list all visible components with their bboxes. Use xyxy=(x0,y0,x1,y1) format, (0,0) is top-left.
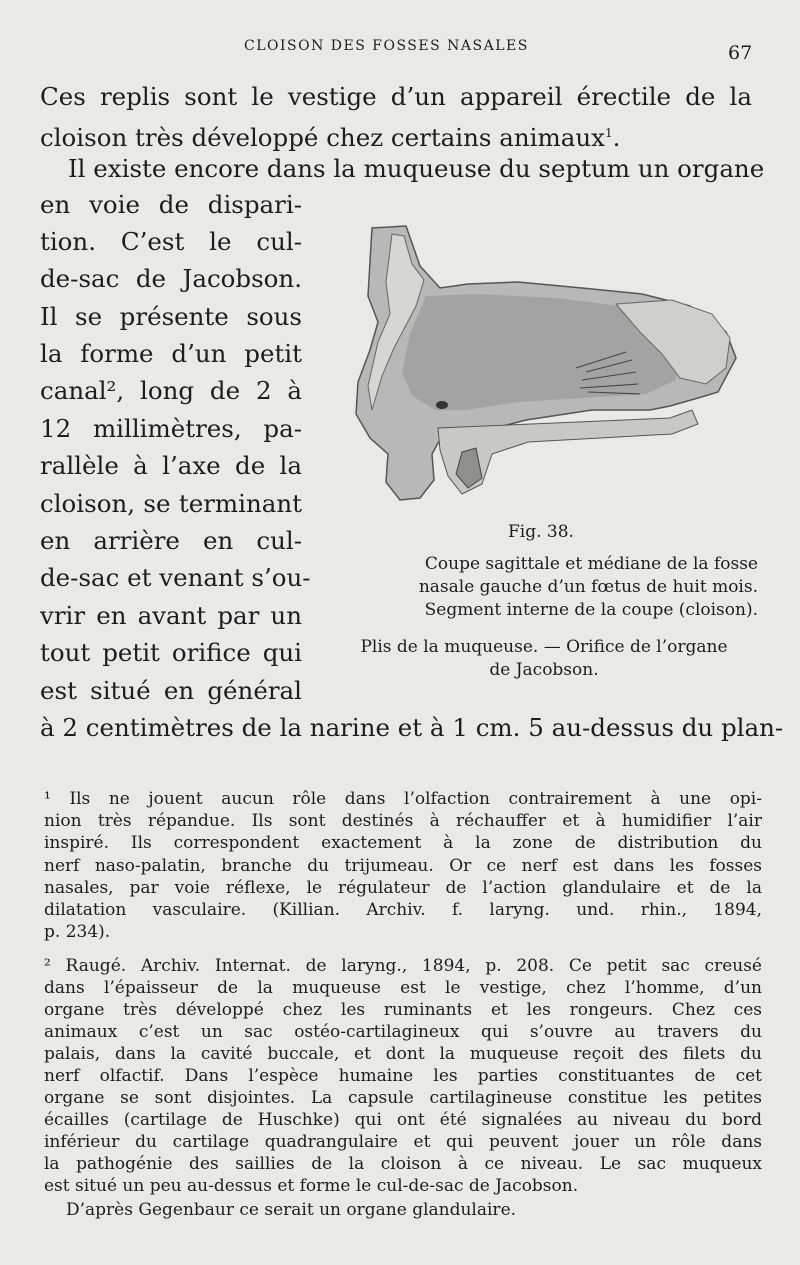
footnote-line: nerf naso-palatin, branche du trijumeau. Or ce nerf est dans les fosses xyxy=(44,856,762,876)
footnote-line: inspiré. Ils correspondent exactement à la zone de distribution du xyxy=(44,833,762,853)
left-column-line: Il se présente sous xyxy=(40,302,302,331)
figure-legend-line: Plis de la muqueuse. — Orifice de l’organe xyxy=(360,637,728,657)
footnote-line: animaux c’est un sac ostéo-cartilagineux qui s’ouvre au travers du xyxy=(44,1022,762,1042)
left-column-line: cloison, se terminant xyxy=(40,489,302,518)
footnote-line: organe se sont disjointes. La capsule cartilagineuse constitue les petites xyxy=(44,1088,762,1108)
body-line-1: Ces replis sont le vestige d’un appareil érectile de la xyxy=(40,82,752,111)
left-column-line: en voie de dispari- xyxy=(40,190,302,219)
left-column-line: 12 millimètres, pa- xyxy=(40,414,302,443)
figure-caption-line: Coupe sagittale et médiane de la fosse xyxy=(424,554,758,574)
left-column-line: rallèle à l’axe de la xyxy=(40,451,302,480)
nasal-septum-figure xyxy=(350,222,742,512)
running-head: CLOISON DES FOSSES NASALES xyxy=(244,38,529,54)
footnote-line: est situé un peu au-dessus et forme le cul-de-sac de Jacobson. xyxy=(44,1176,579,1196)
left-column-line: tout petit orifice qui xyxy=(40,638,302,667)
footnote-line: D’après Gegenbaur ce serait un organe glandulaire. xyxy=(66,1200,517,1220)
footnote-line: ² Raugé. Archiv. Internat. de laryng., 1894, p. 208. Ce petit sac creusé xyxy=(44,956,762,976)
footnote-line: nion très répandue. Ils sont destinés à réchauffer et à humidifier l’air xyxy=(44,811,762,831)
footnote-line: organe très développé chez les ruminants et les rongeurs. Chez ces xyxy=(44,1000,762,1020)
figure-label: Fig. 38. xyxy=(508,522,574,542)
figure-legend-line: de Jacobson. xyxy=(489,660,599,680)
left-column-line: est situé en général xyxy=(40,676,302,705)
jacobson-organ-orifice xyxy=(436,401,448,409)
left-column-line: vrir en avant par un xyxy=(40,601,302,630)
footnote-line: dilatation vasculaire. (Killian. Archiv. f. laryng. und. rhin., 1894, xyxy=(44,900,762,920)
footnote-line: ¹ Ils ne jouent aucun rôle dans l’olfaction contrairement à une opi- xyxy=(44,789,762,809)
figure-caption-line: Segment interne de la coupe (cloison). xyxy=(424,600,758,620)
left-column-line: canal², long de 2 à xyxy=(40,376,302,405)
body-line-2: cloison très développé chez certains animaux$^1$. xyxy=(40,123,621,152)
footnote-line: nerf olfactif. Dans l’espèce humaine les parties constituantes de cet xyxy=(44,1066,762,1086)
left-column-line: la forme d’un petit xyxy=(40,339,302,368)
left-column-line: de-sac de Jacobson. xyxy=(40,264,302,293)
footnote-line: inférieur du cartilage quadrangulaire et qui peuvent jouer un rôle dans xyxy=(44,1132,762,1152)
left-column-line: tion. C’est le cul- xyxy=(40,227,302,256)
page-number: 67 xyxy=(728,42,753,64)
footnote-line: dans l’épaisseur de la muqueuse est le vestige, chez l’homme, d’un xyxy=(44,978,762,998)
footnote-line: p. 234). xyxy=(44,922,111,942)
left-column-line: de-sac et venant s’ou- xyxy=(40,563,311,592)
footnote-line: nasales, par voie réflexe, le régulateur de l’action glandulaire et de la xyxy=(44,878,762,898)
body-line-3: Il existe encore dans la muqueuse du septum un organe xyxy=(68,154,765,183)
footnote-line: palais, dans la cavité buccale, et dont la muqueuse reçoit des filets du xyxy=(44,1044,762,1064)
left-column-line: en arrière en cul- xyxy=(40,526,302,555)
figure-caption-line: nasale gauche d’un fœtus de huit mois. xyxy=(418,577,758,597)
body-line-last: à 2 centimètres de la narine et à 1 cm. 5 au-dessus du plan- xyxy=(40,713,784,742)
footnote-line: la pathogénie des saillies de la cloison à ce niveau. Le sac muqueux xyxy=(44,1154,762,1174)
footnote-line: écailles (cartilage de Huschke) qui ont été signalées au niveau du bord xyxy=(44,1110,762,1130)
